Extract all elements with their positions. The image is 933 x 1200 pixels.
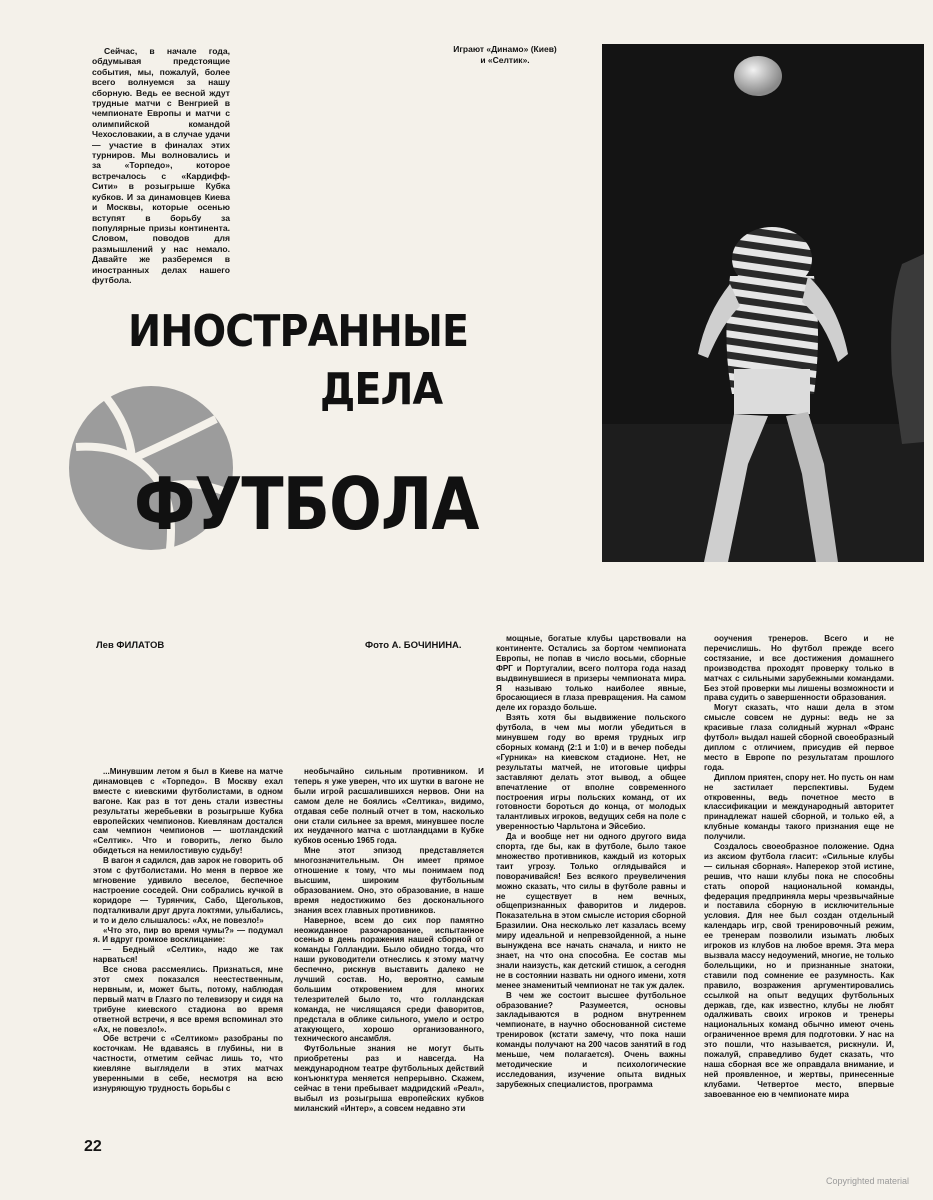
- paragraph: Создалось своеобразное положение. Одна из аксиом футбола гласит: «Сильные клубы — сильная сборная». Наперекор этой истине, решив, что наши клубы пока не способны стать опорой национальной команды, федерация предприняла меры чрезвычайные и поставила сборную в исключительные условия. Для нее был создан отдельный календарь игр, свой тренировочный режим, ее тренерам позволили изымать любых игроков из клубов на любое время. Эта мера вызвала массу недоумений, многие, не только болельщики, но и признанные знатоки, ставили под сомнение ее разумность. Как правило, возражения аргументировались ссылкой на опыт ведущих футбольных держав, где, как известно, клубы не любят одалживать своих игроков и тренеры национальных команд обычно имеют очень ограниченное время для подготовки. У нас на это пошли, что называется, рискнули. И, пожалуй, справедливо будет сказать, что наша сборная все же оправдала вниманиe, и ней проявленное, и жертвы, принесенные клубами. Четвертое место, впервые завоеванное ею в чемпионате мира: [704, 842, 894, 1099]
- title-line-3: ФУТБОЛА: [134, 462, 479, 546]
- paragraph: Могут сказать, что наши дела в этом смысле совсем не дурны: ведь не за красивые глаза солидный журнал «Франс футбол» выдал нашей сборной своеобразный диплом с отличием, присудив ей первое место в Европе по результатам прошлого года.: [704, 703, 894, 772]
- paragraph: Наверное, всем до сих пор памятно неожиданное разочарование, испытанное осенью в день поражения нашей сборной от команды Голландии. Было обидно тогда, что наши руководители отнеслись к этому матчу беспечно, рискнув выставить далеко не лучший состав. Но, вероятно, самым большим откровением для многих телезрителей было то, что голландская команда, не числящаяся среди фаворитов, предстала в облике сильного, умело и остро атакующего, хорошо организованного, технического ансамбля.: [294, 915, 484, 1044]
- photo-credit: Фото А. БОЧИНИНА.: [365, 640, 462, 651]
- photo-caption: [420, 44, 590, 66]
- article-column-2: [294, 767, 484, 1127]
- caption-line-2: и «Селтик».: [480, 55, 530, 65]
- intro-paragraph: Сейчас, в начале года, обдумывая предстоящие события, мы, пожалуй, более всего волнуемся за нашу сборную. Ведь ее весной ждут трудные матчи с Венгрией в чемпионате Европы и матчи с олимпийской командой Чехословакии, а в случае удачи — участие в финалах этих турниров. Мы волновались и за «Торпедо», которое встречалось с «Кардифф-Сити» в розыгрыше Кубка кубков. И за динамовцев Киева и Москвы, которые осенью вступят в борьбу за популярные призы континента. Словом, поводов для размышлений у нас немало. Давайте же разберемся в иностранных делах нашего футбола.: [92, 46, 230, 285]
- author-byline: Лев ФИЛАТОВ: [96, 640, 165, 651]
- paragraph: «Что это, пир во время чумы?» — подумал я. И вдруг громкое восклицание:: [93, 925, 283, 945]
- copyright-notice: Copyrighted material: [826, 1176, 910, 1186]
- paragraph: Все снова рассмеялись. Признаться, мне этот смех показался неестественным, нервным, и, может быть, потому, наблюдая первый матч в Глазго по телевизору и сидя на трибуне киевского стадиона во время ответной встречи, я все время вспоминал это «Ах, не повезло!».: [93, 965, 283, 1034]
- paragraph: Да и вообще нет ни одного другого вида спорта, где бы, как в футболе, было такое множество противников, каждый из которых таит угрозу. Только оглядывайся и поворачивайся! Без всякого преувеличения можно сказать, что силы в футболе равны и не существует в нем вечных, общепризнанных фаворитов и лидеров. Показательна в этом смысле история сборной Бразилии. Она несколько лет казалась всему миру идеальной и непревзойденной, а ныне вынуждена все начать сначала, и никто не знает, на что она способна. Ее состав мы знали наизусть, как детский стишок, а сегодня не в состоянии назвать ни одного имени, хотя менее знаменитый чемпионат не так уж далек.: [496, 832, 686, 990]
- caption-line-1: Играют «Динамо» (Киев): [453, 44, 557, 54]
- paragraph: ооучения тренеров. Всего и не перечислишь. Но футбол прежде всего состязание, и все достижения домашнего производства проходят проверку только в матчах с сильными зарубежными командами. Без этой проверки мы лишены возможности и права судить о завершенности образования.: [704, 634, 894, 703]
- article-column-3: [496, 634, 686, 1128]
- paragraph: — Бедный «Селтик», надо же так нарваться!: [93, 945, 283, 965]
- article-column-1: [93, 767, 283, 1127]
- title-line-1: ИНОСТРАННЫЕ: [128, 306, 469, 357]
- paragraph: необычайно сильным противником. И теперь я уже уверен, что их шутки в вагоне не были игрой расшалившихся нервов. Они на самом деле не боялись «Селтика», видимо, отдавая себе полный отчет в том, насколько они стали сильнее за время, минувшее после их неудачного матча с шотландцами в Кубке кубков осенью 1965 года.: [294, 767, 484, 846]
- paragraph: ...Минувшим летом я был в Киеве на матче динамовцев с «Торпедо». В Москву ехал вместе с киевскими футболистами, в одном вагоне. Как раз в тот день стали известны результаты жеребьевки в розыгрыше Кубка европейских чемпионов. Киевлянам достался сам чемпион чемпионов — шотландский «Селтик». Что и говорить, легко было обидеться на немилостивую судьбу!: [93, 767, 283, 856]
- paragraph: Взять хотя бы выдвижение польского футбола, в чем мы могли убедиться в минувшем году во время трудных игр сборных команд (2:1 и 1:0) и в вечер победы «Гурника» на киевском стадионе. Нет, не результаты матчей, не итоговые цифры заставляют делать этот вывод, а общее впечатление от вполне современного построения игры польских команд, от их готовности бороться до конца, от молодых талантливых игроков, ведущих себя на поле с уверенностью Чарльтона и Эйсебио.: [496, 713, 686, 832]
- match-photo-drawing: [602, 44, 924, 562]
- paragraph: мощные, богатые клубы царствовали на континенте. Остались за бортом чемпионата Европы, не попав в число восьми, сборные ФРГ и Португалии, всего полтора года назад выдвинувшиеся в призеры чемпионата мира. Я называю только наиболее явные, бросающиеся в глаза превращения. На самом деле их гораздо больше.: [496, 634, 686, 713]
- paragraph: Обе встречи с «Селтиком» разобраны по косточкам. Не вдаваясь в глубины, ни в частности, отметим сейчас лишь то, что киевляне выглядели в этих матчах уверенными в себе, несмотря на всю изнуряющую трудность борьбы с: [93, 1034, 283, 1093]
- paragraph: В вагон я садился, дав зарок не говорить об этом с футболистами. Но меня в первое же мгновение удивило веселое, беспечное настроение соседей. Они собрались кучкой в коридоре — Турянчик, Сабо, Щегольков, подталкивали друг друга локтями, улыбались, и то и дело слышалось: «Ах, не повезло!»: [93, 856, 283, 925]
- paragraph: Мне этот эпизод представляется многозначительным. Он имеет прямое отношение к тому, что мы понимаем под высшим, широким футбольным образованием. Оно, это образование, в наше время недостижимо без досконального знания всех главных противников.: [294, 846, 484, 915]
- paragraph: В чем же состоит высшее футбольное образование? Разумеется, основы закладываются в родном внутреннем чемпионате, в научно обоснованной системе тренировок (кстати замечу, что пока наши команды получают на 200 часов занятий в год меньше, чем полагается). Очень важны методические и психологические исследования, изучение опыта видных зарубежных специалистов, программа: [496, 990, 686, 1089]
- page-number: 22: [84, 1138, 102, 1155]
- match-photo: [602, 44, 924, 562]
- paragraph: Футбольные знания не могут быть приобретены раз и навсегда. На международном театре футбольных действий конъюнктура меняется непрерывно. Скажем, сейчас в тени пребывает мадридский «Реал», выбыл из розыгрыша европейских кубков миланский «Интер», а совсем недавно эти: [294, 1044, 484, 1113]
- title-line-2: ДЕЛА: [320, 364, 443, 415]
- article-column-4: [704, 634, 894, 1128]
- paragraph: Диплом приятен, спору нет. Но пусть он нам не застилает перспективы. Будем откровенны, ведь почетное место в классификации и международный авторитет принадлежат нашей сборной, и только ей, а клубные команды такого признания еще не получили.: [704, 772, 894, 842]
